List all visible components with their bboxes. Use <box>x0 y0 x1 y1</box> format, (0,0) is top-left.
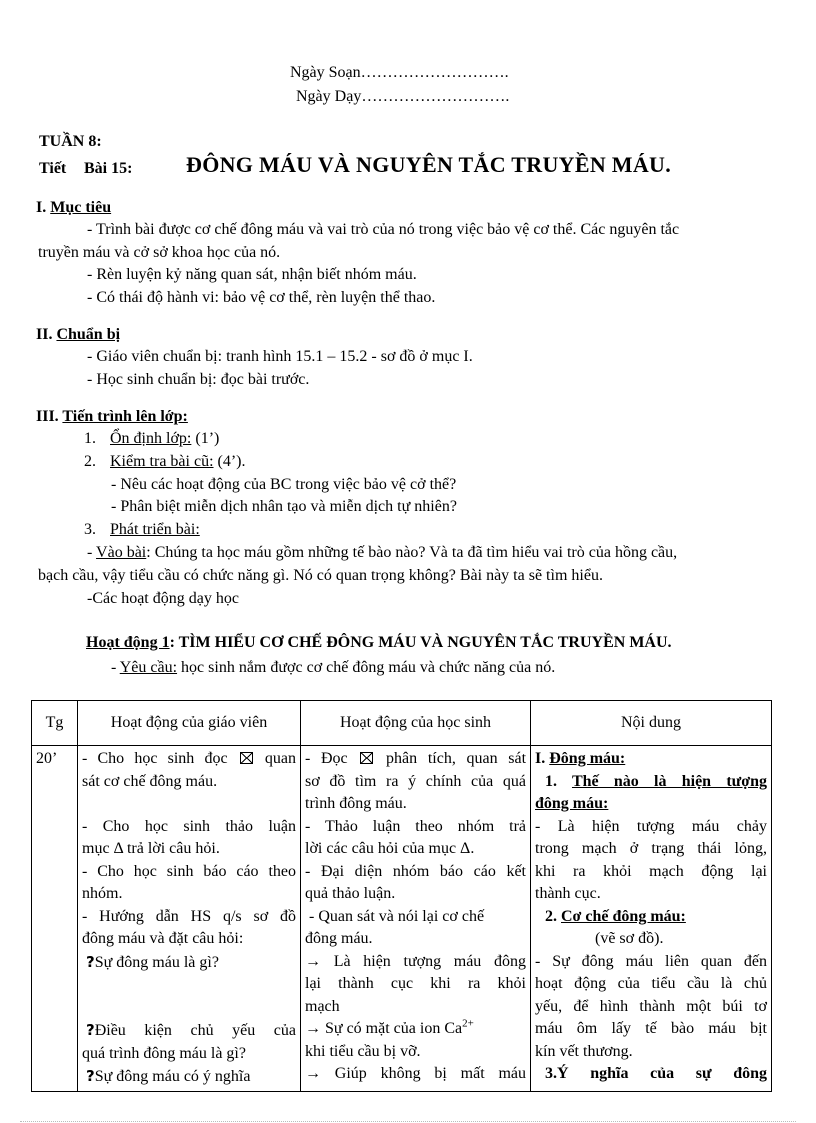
header-content: Nội dung <box>531 701 772 746</box>
student-line: - Đại diện nhóm báo cáo kết <box>305 862 526 880</box>
review-question-1: - Nêu các hoạt động của BC trong việc bảo vệ cở thể? <box>111 476 457 493</box>
section-1-heading <box>36 197 111 220</box>
objective-line-1b: truyền máu và cở sở khoa học của nó. <box>38 244 281 261</box>
period-label: Tiết <box>39 160 67 177</box>
lesson-number: Bài 15: <box>84 160 133 177</box>
teacher-line: đông máu và đặt câu hỏi: <box>82 930 244 947</box>
section-3-heading <box>36 406 188 429</box>
week-label: TUẦN 8: <box>39 133 102 150</box>
time-value: 20’ <box>36 750 58 767</box>
content-subheading: đông máu: <box>535 795 609 812</box>
teacher-question: ?Sự đông máu có ý nghĩa <box>86 1067 251 1085</box>
objective-line-3: - Có thái độ hành vi: bảo vệ cơ thể, rèn luyện thể thao. <box>87 289 436 306</box>
content-subheading: 1. Thế nào là hiện tượng <box>545 772 768 790</box>
intro-text-a: : Chúng ta học máu gồm những tế bào nào? Và ta đã tìm hiểu vai trò của hồng cầu, <box>146 544 678 561</box>
student-line: mạch <box>305 997 340 1015</box>
content-heading: I. Đông máu: <box>535 750 626 767</box>
header-time: Tg <box>32 701 78 746</box>
teacher-line: - Cho học sinh báo cáo theo <box>82 862 296 880</box>
student-line: sơ đồ tìm ra ý chính của quá <box>305 772 526 790</box>
section-3-roman: III. <box>36 408 59 425</box>
content-line: - Sự đông máu liên quan đến <box>535 952 767 970</box>
student-line: khi tiểu cầu bị vỡ. <box>305 1042 421 1060</box>
step-1 <box>84 428 219 451</box>
step-3-number: 3. <box>84 521 96 538</box>
envelope-icon <box>240 752 253 764</box>
teacher-line: - Hướng dẫn HS q/s sơ đồ <box>82 907 296 925</box>
objective-line-2: - Rèn luyện kỷ năng quan sát, nhận biết nhóm máu. <box>87 266 417 283</box>
content-subheading: 2. Cơ chế đông máu: <box>545 907 686 925</box>
content-cell <box>531 746 772 1092</box>
page-title: ĐÔNG MÁU VÀ NGUYÊN TẮC TRUYỀN MÁU. <box>186 152 672 177</box>
section-1-title: Mục tiêu <box>50 199 112 216</box>
lesson-table <box>31 700 772 1092</box>
teacher-line: quá trình đông máu là gì? <box>82 1044 246 1062</box>
step-2 <box>84 451 246 474</box>
student-line: → Sự có mặt của ion $Ca^{2+}$ <box>305 1017 474 1037</box>
step-2-number: 2. <box>84 453 96 470</box>
content-line: (vẽ sơ đồ). <box>595 930 664 947</box>
requirement-label: Yêu cầu: <box>119 659 178 676</box>
header-student: Hoạt động của học sinh <box>301 701 531 746</box>
activity-1-requirement: - Yêu cầu: học sinh nắm được cơ chế đông máu và chức năng của nó. <box>111 659 556 676</box>
content-line: máu ôm lấy tế bào máu bịt <box>535 1020 767 1037</box>
section-2-heading <box>36 324 120 347</box>
step-3 <box>84 519 200 542</box>
table-header-row <box>32 701 772 746</box>
table-row <box>32 746 772 1092</box>
section-2-roman: II. <box>36 326 53 343</box>
teacher-line: sát cơ chế đông máu. <box>82 772 218 790</box>
page-bottom-divider <box>20 1121 796 1122</box>
step-1-number: 1. <box>84 430 96 447</box>
student-line: quả thảo luận. <box>305 885 396 902</box>
content-line: khi ra khỏi mạch động lại <box>535 862 767 880</box>
activities-label: -Các hoạt động dạy học <box>87 590 239 607</box>
student-line: → Là hiện tượng máu đông <box>305 952 526 970</box>
teacher-line: - Cho học sinh đọc quan <box>82 750 297 767</box>
question-mark-icon: ? <box>86 1067 95 1085</box>
envelope-icon <box>360 752 373 764</box>
step-3-label: Phát triển bài: <box>110 521 200 538</box>
step-2-label: Kiểm tra bài cũ: <box>110 453 214 470</box>
activity-1-heading <box>86 632 672 655</box>
section-1-roman: I. <box>36 199 47 216</box>
student-line: đông máu. <box>305 930 373 947</box>
content-subheading: 3.Ý nghĩa của sự đông <box>545 1065 767 1082</box>
teacher-question: ?Sự đông máu là gì? <box>86 952 219 971</box>
teacher-line: nhóm. <box>82 885 123 902</box>
content-line: yếu, để hình thành một búi tơ <box>535 997 767 1015</box>
student-line: → Giúp không bị mất máu <box>305 1065 526 1082</box>
content-line: hoạt động của tiểu cầu là chủ <box>535 975 767 992</box>
header-teacher: Hoạt động của giáo viên <box>78 701 301 746</box>
question-mark-icon: ? <box>86 1021 95 1039</box>
activity-1-title: : TÌM HIỂU CƠ CHẾ ĐÔNG MÁU VÀ NGUYÊN TẮC TRUYỀN MÁU. <box>169 634 672 651</box>
student-line: - Quan sát và nói lại cơ chế <box>305 907 485 925</box>
student-cell <box>301 746 531 1092</box>
intro-label: Vào bài <box>96 544 147 561</box>
teacher-line: - Cho học sinh thảo luận <box>82 817 296 835</box>
student-line: - Đọc phân tích, quan sát <box>305 750 527 767</box>
student-line: lời các câu hỏi của mục Δ. <box>305 840 475 857</box>
activity-1-label: Hoạt động 1 <box>86 634 170 651</box>
content-line: thành cục. <box>535 885 601 902</box>
step-1-label: Ổn định lớp: <box>110 430 192 447</box>
requirement-text: học sinh nắm được cơ chế đông máu và chức năng của nó. <box>177 659 556 676</box>
student-line: trình đông máu. <box>305 795 407 812</box>
step-2-time: (4’). <box>213 453 246 470</box>
teacher-question: ?Điều kiện chủ yếu của <box>86 1021 296 1039</box>
teacher-cell <box>78 746 301 1092</box>
intro-line-b: bạch cầu, vậy tiểu cầu có chức năng gì. Nó có quan trọng không? Bài này ta sẽ tìm hiểu. <box>38 567 603 584</box>
content-line: - Là hiện tượng máu chảy <box>535 817 767 835</box>
teacher-line: mục Δ trả lời câu hỏi. <box>82 840 220 857</box>
intro-line-a: - Vào bài: Chúng ta học máu gồm những tế bào nào? Và ta đã tìm hiểu vai trò của hồng cầu, <box>87 544 678 561</box>
content-line: trong mạch ở trạng thái lỏng, <box>535 840 767 857</box>
objective-line-1a: - Trình bài được cơ chế đông máu và vai trò của nó trong việc bảo vệ cơ thể. Các nguyên tắc <box>87 221 680 238</box>
step-1-time: (1’) <box>191 430 220 447</box>
student-line: lại thành cục khi ra khỏi <box>305 975 526 992</box>
ngay-day: Ngày Dạy………………………. <box>296 88 510 105</box>
question-mark-icon: ? <box>86 952 95 971</box>
time-cell <box>32 746 78 1092</box>
prep-line-1: - Giáo viên chuẩn bị: tranh hình 15.1 – 15.2 - sơ đồ ở mục I. <box>87 348 473 365</box>
review-question-2: - Phân biệt miễn dịch nhân tạo và miễn dịch tự nhiên? <box>111 498 457 515</box>
ngay-soan: Ngày Soạn………………………. <box>290 64 509 81</box>
section-2-title: Chuẩn bị <box>56 326 121 343</box>
content-line: kín vết thương. <box>535 1042 633 1060</box>
student-line: - Thảo luận theo nhóm trả <box>305 817 526 835</box>
prep-line-2: - Học sinh chuẩn bị: đọc bài trước. <box>87 371 310 388</box>
section-3-title: Tiến trình lên lớp: <box>62 408 188 425</box>
